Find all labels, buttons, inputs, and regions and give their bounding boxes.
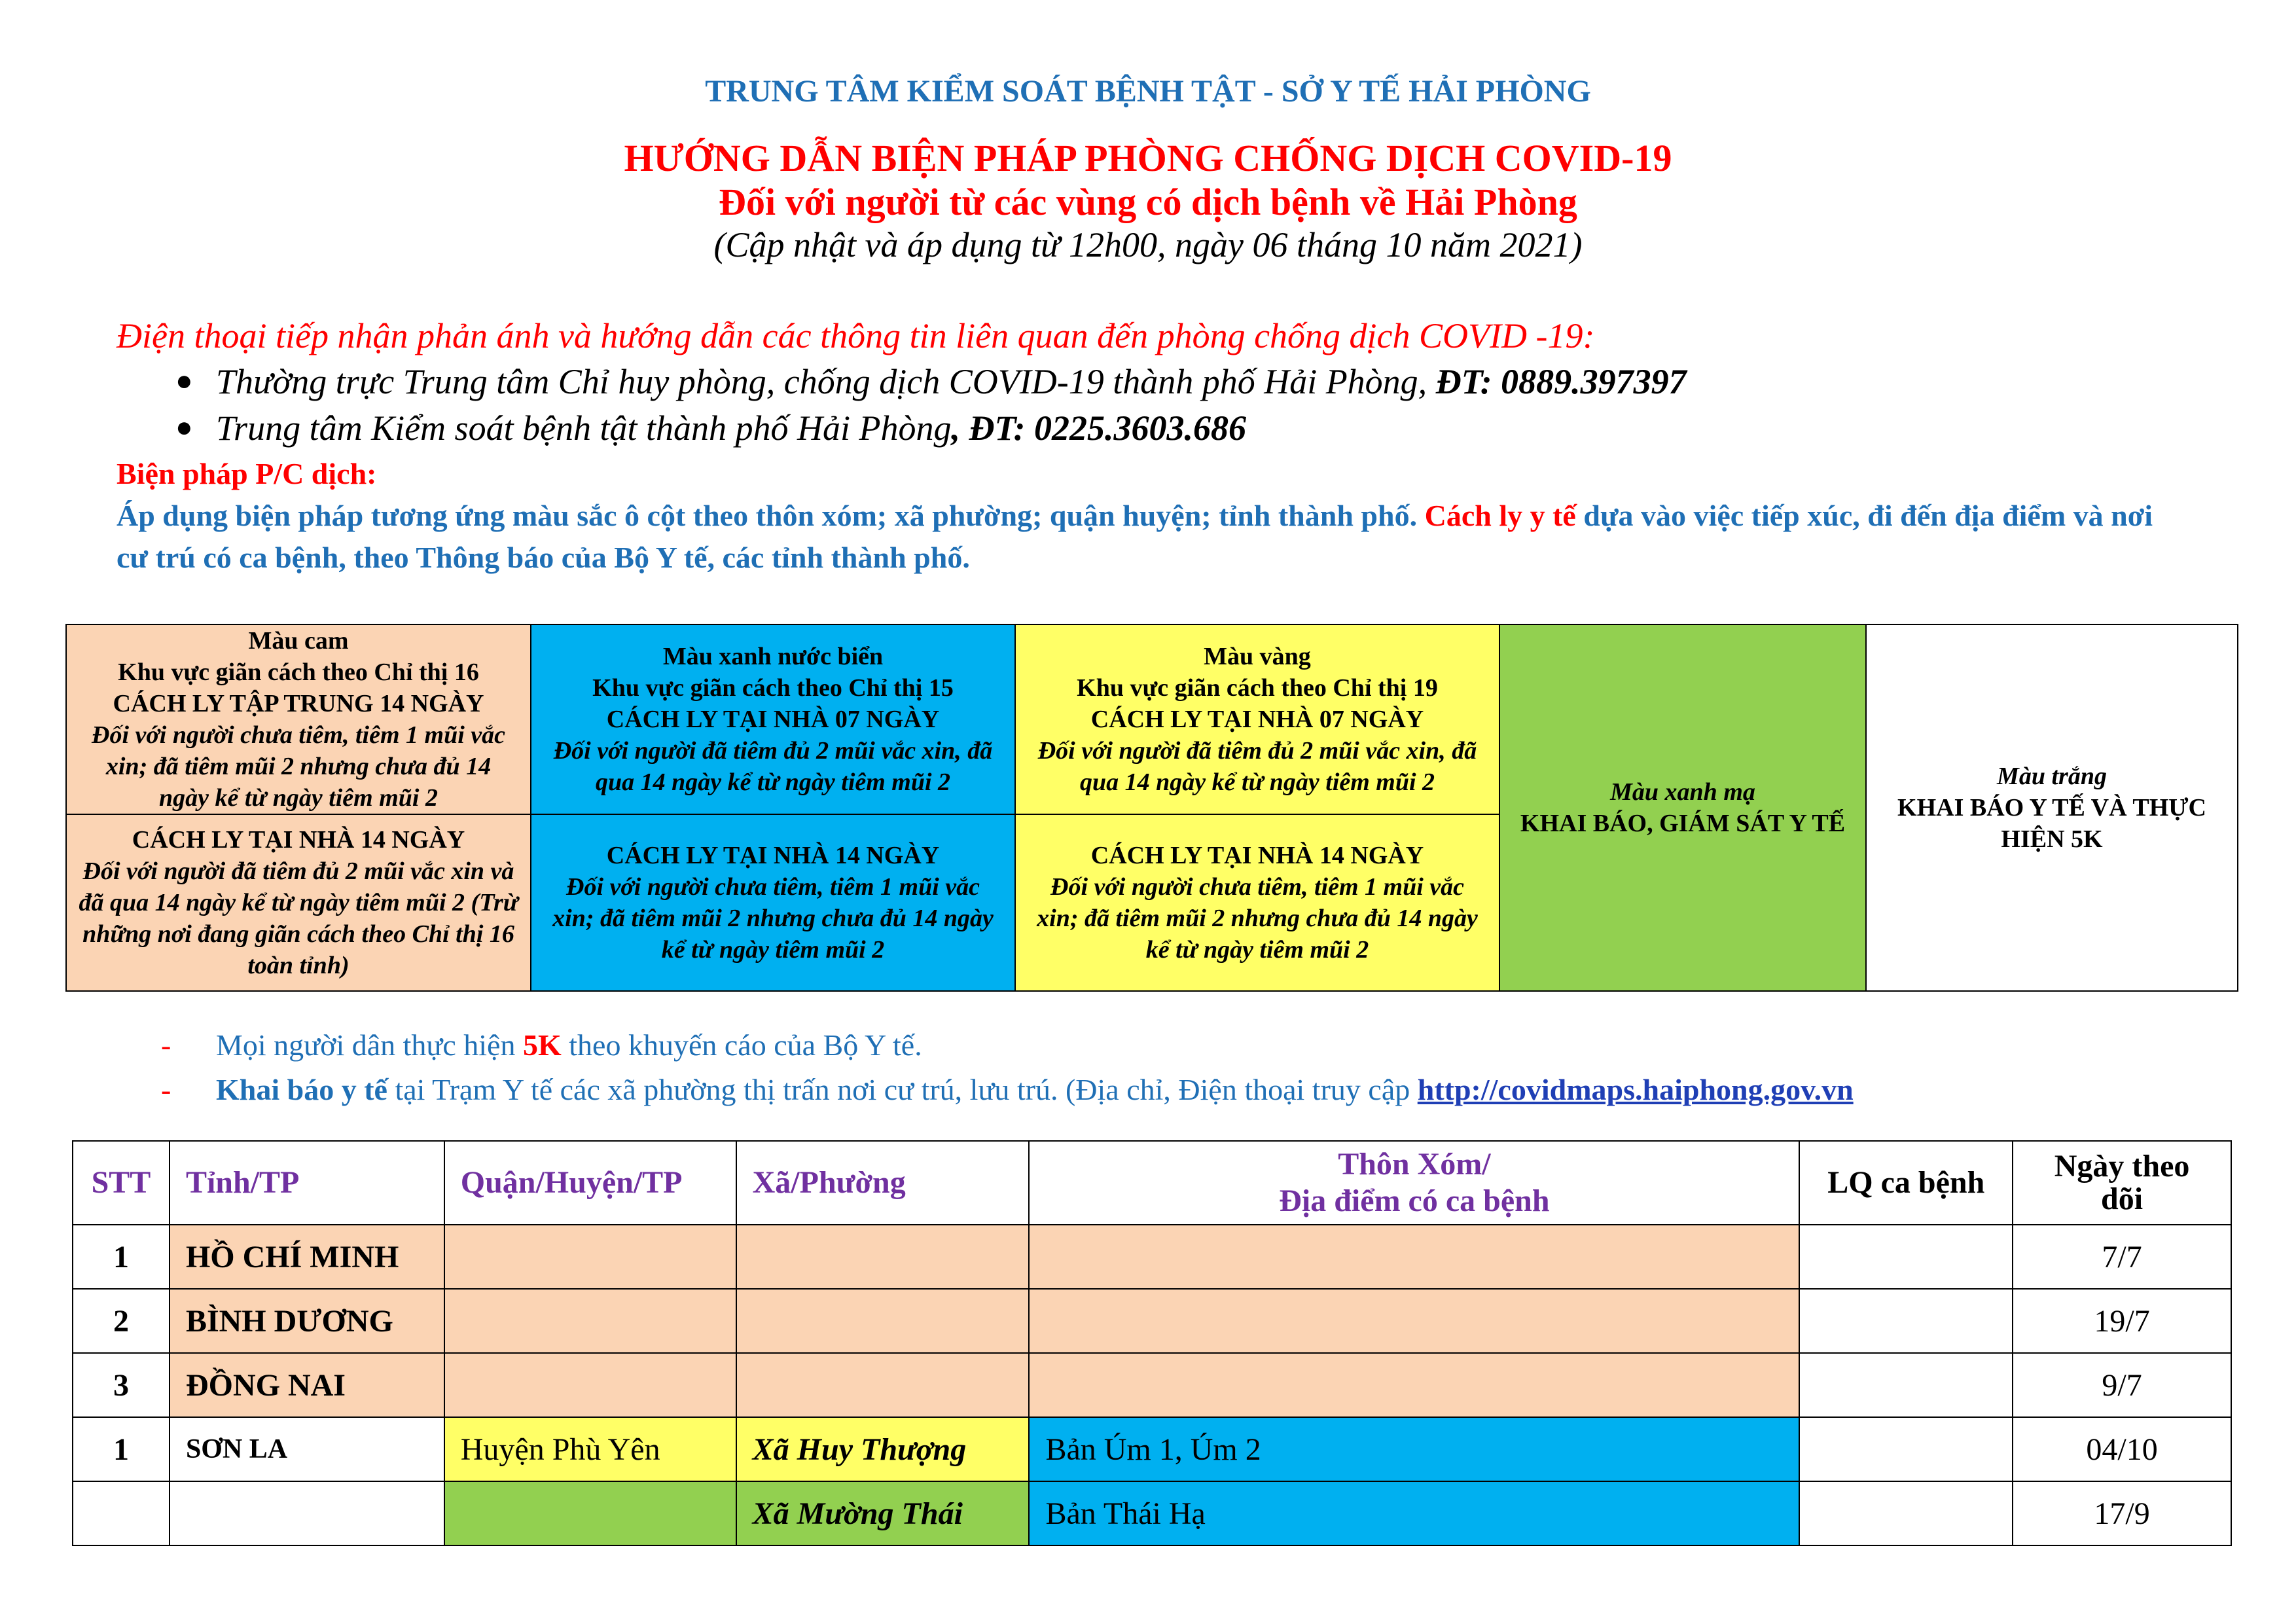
legend-white [1865,624,2238,992]
cell-province: BÌNH DƯƠNG [170,1289,444,1353]
note-item [161,1028,922,1062]
legend-zone: Khu vực giãn cách theo Chỉ thị 15 [592,674,954,702]
cell-stt: 1 [73,1417,170,1481]
cell-commune [736,1225,1030,1289]
cell-district [444,1353,736,1417]
table-row [73,1481,2231,1545]
dash-bullet: - [161,1073,171,1106]
cell-district: Huyện Phù Yên [444,1417,736,1481]
legend-measure: CÁCH LY TẠI NHÀ 14 NGÀY [1090,842,1424,869]
cell-commune: Xã Mường Thái [736,1481,1030,1545]
legend-measure: CÁCH LY TẠI NHÀ 14 NGÀY [132,826,465,854]
dash-bullet: - [161,1028,171,1062]
legend-label: Màu vàng [1204,643,1311,670]
cases-table [72,1140,2232,1546]
color-legend [65,624,2238,992]
cell-district [444,1289,736,1353]
header-commune: Xã/Phường [736,1141,1030,1225]
legend-label: Màu xanh nước biển [662,643,884,670]
cell-date: 04/10 [2013,1417,2231,1481]
legend-measure: CÁCH LY TẠI NHÀ 07 NGÀY [606,706,940,733]
cell-district [444,1225,736,1289]
cell-village [1029,1289,1799,1353]
legend-detail: Đối với người đã tiêm đủ 2 mũi vắc xin, đã qua 14 ngày kể từ ngày tiêm mũi 2 [553,737,993,796]
cell-commune: Xã Huy Thượng [736,1417,1030,1481]
hotline-phone: , ĐT: 0225.3603.686 [951,408,1247,448]
header-village-line: Địa điểm có ca bệnh [1279,1183,1550,1218]
header-follow-date [2013,1141,2231,1225]
measures-text-part: dựa vào việc tiếp xúc, đi đến địa điểm và nơi cư trú có ca bệnh, theo Thông báo của Bộ Y tế, các tỉnh thành phố. [117,499,2153,574]
bullet-icon: ● [175,365,193,397]
header-related: LQ ca bệnh [1799,1141,2013,1225]
update-note: (Cập nhật và áp dụng từ 12h00, ngày 06 tháng 10 năm 2021) [713,225,1583,264]
legend-orange-top [65,624,531,815]
page-subtitle: Đối với người từ các vùng có dịch bệnh về Hải Phòng [719,181,1577,223]
cell-related [1799,1481,2013,1545]
legend-label: Màu cam [248,627,349,655]
page-title: HƯỚNG DẪN BIỆN PHÁP PHÒNG CHỐNG DỊCH COVID-19 [624,137,1672,179]
cell-province: ĐỒNG NAI [170,1353,444,1417]
note-highlight: 5K [522,1028,562,1062]
legend-detail: Đối với người chưa tiêm, tiêm 1 mũi vắc xin; đã tiêm mũi 2 nhưng chưa đủ 14 ngày kể từ ngày tiêm mũi 2 [92,721,505,812]
legend-measure: KHAI BÁO, GIÁM SÁT Y TẾ [1520,810,1846,837]
legend-green [1499,624,1867,992]
cell-date: 9/7 [2013,1353,2231,1417]
legend-detail: Đối với người chưa tiêm, tiêm 1 mũi vắc xin; đã tiêm mũi 2 nhưng chưa đủ 14 ngày kể từ ngày tiêm mũi 2 [1037,873,1478,964]
table-row [73,1417,2231,1481]
legend-blue-bottom [530,814,1016,992]
table-header-row [73,1141,2231,1225]
measures-text-part: Áp dụng biện pháp tương ứng màu sắc ô cột theo thôn xóm; xã phường; quận huyện; tỉnh thành phố. [117,499,1425,532]
header-village-line: Thôn Xóm/ [1338,1147,1491,1182]
cell-village [1029,1353,1799,1417]
cell-village [1029,1225,1799,1289]
table-row [73,1225,2231,1289]
cell-date: 17/9 [2013,1481,2231,1545]
legend-measure: KHAI BÁO Y TẾ VÀ THỰC HIỆN 5K [1897,794,2206,853]
cell-related [1799,1417,2013,1481]
hotline-intro: Điện thoại tiếp nhận phản ánh và hướng dẫn các thông tin liên quan đến phòng chống dịch COVID -19: [117,316,1595,355]
cell-district [444,1481,736,1545]
header-province: Tỉnh/TP [170,1141,444,1225]
legend-blue-top [530,624,1016,815]
cell-commune [736,1289,1030,1353]
cell-province: SƠN LA [170,1417,444,1481]
measures-label: Biện pháp P/C dịch: [117,457,377,490]
cell-stt: 2 [73,1289,170,1353]
note-text: theo khuyến cáo của Bộ Y tế. [561,1028,922,1062]
header-stt: STT [73,1141,170,1225]
legend-label: Màu xanh mạ [1610,778,1755,806]
cell-related [1799,1225,2013,1289]
org-title: TRUNG TÂM KIỂM SOÁT BỆNH TẬT - SỞ Y TẾ HẢI PHÒNG [705,74,1591,109]
hotline-item [175,408,1247,448]
header-follow-line: dõi [2101,1182,2144,1216]
legend-zone: Khu vực giãn cách theo Chỉ thị 19 [1077,674,1438,702]
cell-date: 19/7 [2013,1289,2231,1353]
cell-commune [736,1353,1030,1417]
hotline-item-text: Trung tâm Kiểm soát bệnh tật thành phố Hải Phòng [216,408,952,448]
legend-detail: Đối với người đã tiêm đủ 2 mũi vắc xin, đã qua 14 ngày kể từ ngày tiêm mũi 2 [1037,737,1477,796]
legend-detail: Đối với người đã tiêm đủ 2 mũi vắc xin và đã qua 14 ngày kể từ ngày tiêm mũi 2 (Trừ những nơi đang giãn cách theo Chỉ thị 16 toàn tỉnh) [79,857,518,979]
cell-stt: 3 [73,1353,170,1417]
note-text: Mọi người dân thực hiện [216,1028,523,1062]
legend-zone: Khu vực giãn cách theo Chỉ thị 16 [118,659,479,686]
table-row [73,1353,2231,1417]
cell-province [170,1481,444,1545]
note-text: tại Trạm Y tế các xã phường thị trấn nơi cư trú, lưu trú. (Địa chỉ, Điện thoại truy cập [387,1073,1418,1106]
legend-label: Màu trắng [1997,763,2107,790]
legend-yellow-top [1014,624,1500,815]
cell-stt [73,1481,170,1545]
hotline-item [175,361,1687,402]
legend-measure: CÁCH LY TẠI NHÀ 14 NGÀY [606,842,940,869]
legend-detail: Đối với người chưa tiêm, tiêm 1 mũi vắc xin; đã tiêm mũi 2 nhưng chưa đủ 14 ngày kể từ ngày tiêm mũi 2 [552,873,994,964]
note-bold: Khai báo y tế [216,1073,387,1106]
cell-province: HỒ CHÍ MINH [170,1225,444,1289]
table-row [73,1289,2231,1353]
legend-orange-bottom [65,814,531,992]
measures-text [117,495,2191,579]
cell-stt: 1 [73,1225,170,1289]
cell-related [1799,1289,2013,1353]
header-village [1029,1141,1799,1225]
covidmaps-link[interactable]: http://covidmaps.haiphong.gov.vn [1417,1073,1854,1106]
hotline-phone: ĐT: 0889.397397 [1435,362,1687,401]
hotline-item-text: Thường trực Trung tâm Chỉ huy phòng, chống dịch COVID-19 thành phố Hải Phòng, [216,362,1436,401]
measures-highlight: Cách ly y tế [1424,499,1576,532]
note-item [161,1072,1854,1107]
cell-village: Bản Thái Hạ [1029,1481,1799,1545]
bullet-icon: ● [175,411,193,443]
header-follow-line: Ngày theo [2054,1149,2190,1183]
cell-village: Bản Úm 1, Úm 2 [1029,1417,1799,1481]
header-district: Quận/Huyện/TP [444,1141,736,1225]
legend-yellow-bottom [1014,814,1500,992]
legend-measure: CÁCH LY TẬP TRUNG 14 NGÀY [113,690,484,717]
cell-date: 7/7 [2013,1225,2231,1289]
cell-related [1799,1353,2013,1417]
legend-measure: CÁCH LY TẠI NHÀ 07 NGÀY [1090,706,1424,733]
